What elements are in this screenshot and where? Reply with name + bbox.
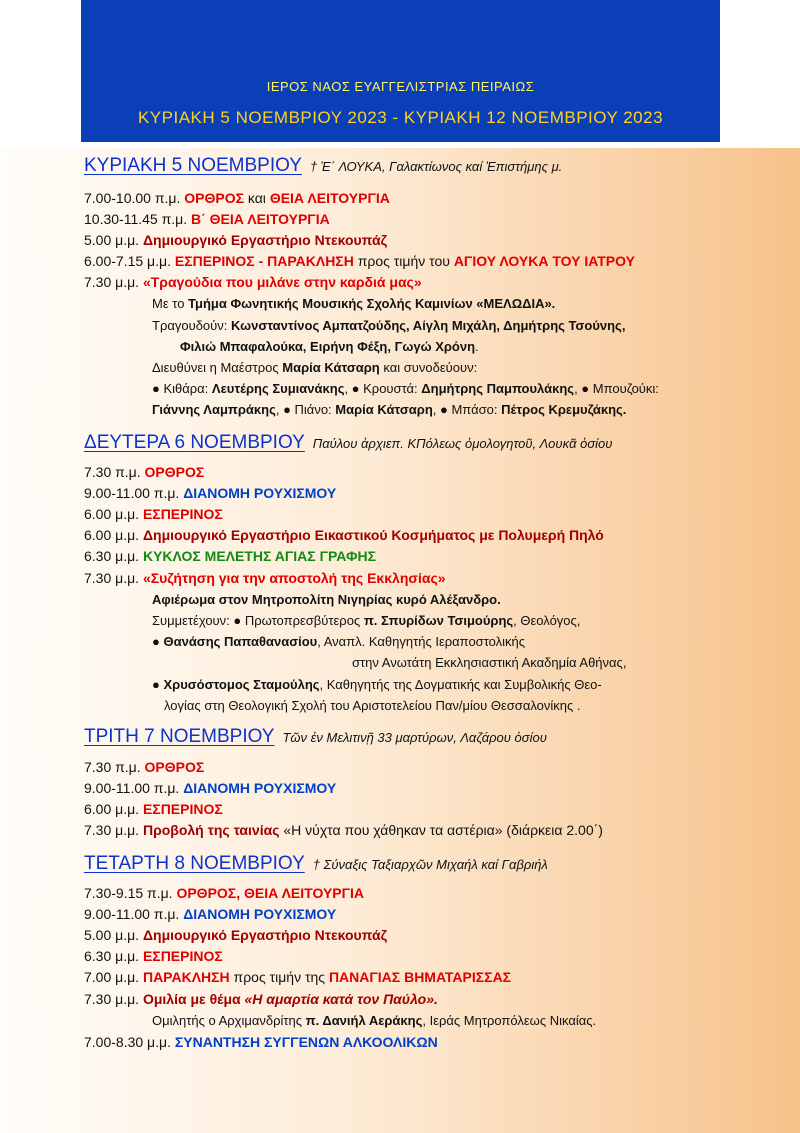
text-segment: π. Δανιήλ Αεράκης [305, 1013, 423, 1028]
text-segment: «Η αμαρτία κατά τον Παύλο». [244, 991, 438, 1007]
schedule-line [84, 821, 603, 839]
detail-line [152, 1012, 596, 1030]
text-segment: ΕΣΠΕΡΙΝΟΣ [142, 801, 223, 817]
text-segment: 6.30 μ.μ. [84, 948, 140, 964]
text-segment: Αφιέρωμα στον Μητροπολίτη Νιγηρίας κυρό Αλέξανδρο. [152, 592, 501, 607]
text-segment: «Τραγούδια που μιλάνε στην καρδιά μας» [142, 274, 422, 290]
text-segment: και [247, 190, 266, 206]
schedule-line [84, 505, 223, 523]
schedule-line [84, 210, 330, 228]
schedule-line [84, 252, 635, 270]
text-segment: ΔΙΑΝΟΜΗ ΡΟΥΧΙΣΜΟΥ [183, 780, 337, 796]
schedule-line [84, 569, 446, 587]
day-saints: Τῶν ἐν Μελιτινῇ 33 μαρτύρων, Λαζάρου ὁσίου [282, 730, 547, 745]
text-segment: «Η νύχτα που χάθηκαν τα αστέρια» (διάρκεια 2.00΄) [283, 822, 603, 838]
text-segment: , Θεολόγος, [513, 613, 581, 628]
schedule-line [84, 273, 422, 291]
schedule-line [84, 231, 387, 249]
text-segment: ΔΙΑΝΟΜΗ ΡΟΥΧΙΣΜΟΥ [183, 485, 337, 501]
text-segment: 6.00 μ.μ. [84, 527, 140, 543]
text-segment: ΟΡΘΡΟΣ [144, 464, 205, 480]
schedule-line [84, 1033, 438, 1051]
text-segment: 9.00-11.00 π.μ. [84, 485, 180, 501]
schedule-line [84, 968, 511, 986]
text-segment: Δημήτρης Παμπουλάκης [421, 381, 575, 396]
detail-line [152, 633, 525, 651]
text-segment: 7.30 μ.μ. [84, 570, 140, 586]
text-segment: 7.30 π.μ. [84, 759, 141, 775]
day-saints: † Σύναξις Ταξιαρχῶν Μιχαήλ καί Γαβριήλ [312, 857, 548, 872]
text-segment: Χρυσόστομος Σταμούλης [163, 677, 320, 692]
text-segment: , ● Κρουστά: [344, 381, 418, 396]
text-segment: 7.00-8.30 μ.μ. [84, 1034, 171, 1050]
text-segment: ● [152, 634, 160, 649]
text-segment: Συμμετέχουν: ● Πρωτοπρεσβύτερος [152, 613, 361, 628]
schedule-line [84, 189, 390, 207]
text-segment: , ● Μπάσο: [432, 402, 498, 417]
text-segment: 5.00 μ.μ. [84, 232, 140, 248]
header-banner [81, 0, 720, 142]
text-segment: ● Κιθάρα: [152, 381, 209, 396]
text-segment: 5.00 μ.μ. [84, 927, 140, 943]
church-name: ΙΕΡΟΣ ΝΑΟΣ ΕΥΑΓΓΕΛΙΣΤΡΙΑΣ ΠΕΙΡΑΙΩΣ [266, 79, 535, 94]
text-segment: Πέτρος Κρεμυζάκης. [501, 402, 627, 417]
schedule-line [84, 947, 223, 965]
text-segment: ΕΣΠΕΡΙΝΟΣ [142, 948, 223, 964]
detail-line: Φιλιώ Μπαφαλούκα, Ειρήνη Φέξη, Γωγώ Χρόνη. [180, 339, 479, 354]
text-segment: ΠΑΡΑΚΛΗΣΗ [142, 969, 230, 985]
text-segment: προς τιμήν της [233, 969, 326, 985]
text-segment: 9.00-11.00 π.μ. [84, 780, 180, 796]
text-segment: 7.00-10.00 π.μ. [84, 190, 181, 206]
detail-line [152, 612, 580, 630]
detail-line [152, 359, 477, 377]
detail-line [352, 654, 626, 672]
text-segment: 6.00 μ.μ. [84, 506, 140, 522]
detail-line [152, 380, 659, 398]
text-segment: 7.00 μ.μ. [84, 969, 140, 985]
text-segment: ΚΥΚΛΟΣ ΜΕΛΕΤΗΣ ΑΓΙΑΣ ΓΡΑΦΗΣ [142, 548, 377, 564]
text-segment: Κωνσταντίνος Αμπατζούδης, Αίγλη Μιχάλη, Δημήτρης Τσούνης, [231, 318, 626, 333]
day-title: ΤΕΤΑΡΤΗ 8 ΝΟΕΜΒΡΙΟΥ [84, 853, 305, 874]
text-segment: λογίας στη Θεολογική Σχολή του Αριστοτελείου Παν/μίου Θεσσαλονίκης . [164, 698, 581, 713]
day-title: ΔΕΥΤΕΡΑ 6 ΝΟΕΜΒΡΙΟΥ [84, 432, 305, 453]
day-saints: Παύλου ἀρχιεπ. ΚΠόλεως ὁμολογητοῦ, Λουκᾶ ὁσίου [312, 436, 613, 451]
schedule-line [84, 800, 223, 818]
detail-line [152, 317, 625, 335]
schedule-line [84, 547, 376, 565]
day-heading-monday [84, 432, 612, 454]
schedule-line [84, 484, 336, 502]
schedule-line [84, 758, 204, 776]
detail-line [152, 401, 626, 419]
text-segment: 7.30-9.15 π.μ. [84, 885, 173, 901]
text-segment: Λευτέρης Συμιανάκης [211, 381, 345, 396]
text-segment: , ● Μπουζούκι: [574, 381, 659, 396]
schedule-line [84, 884, 364, 902]
detail-line [152, 591, 501, 609]
text-segment: ΑΓΙΟΥ ΛΟΥΚΑ ΤΟΥ ΙΑΤΡΟΥ [453, 253, 635, 269]
text-segment: Β΄ ΘΕΙΑ ΛΕΙΤΟΥΡΓΙΑ [190, 211, 330, 227]
schedule-line [84, 463, 204, 481]
day-heading-tuesday [84, 726, 547, 748]
text-segment: 10.30-11.45 π.μ. [84, 211, 188, 227]
text-segment: 6.30 μ.μ. [84, 548, 140, 564]
text-segment: και συνοδεύουν: [383, 360, 478, 375]
text-segment: Με το [152, 296, 185, 311]
day-heading-wednesday [84, 853, 548, 875]
text-segment: ΕΣΠΕΡΙΝΟΣ [142, 506, 223, 522]
text-segment: , Αναπλ. Καθηγητής Ιεραποστολικής [317, 634, 526, 649]
text-segment: ● [152, 677, 160, 692]
detail-line [164, 697, 580, 715]
day-saints: † Ἑ΄ ΛΟΥΚΑ, Γαλακτίωνος καί Ἐπιστήμης μ. [309, 159, 563, 174]
text-segment: ΔΙΑΝΟΜΗ ΡΟΥΧΙΣΜΟΥ [183, 906, 337, 922]
text-segment: ΣΥΝΑΝΤΗΣΗ ΣΥΓΓΕΝΩΝ ΑΛΚΟΟΛΙΚΩΝ [174, 1034, 438, 1050]
text-segment: 7.30 π.μ. [84, 464, 141, 480]
text-segment: Δημιουργικό Εργαστήριο Ντεκουπάζ [142, 927, 388, 943]
text-segment: ΠΑΝΑΓΙΑΣ ΒΗΜΑΤΑΡΙΣΣΑΣ [328, 969, 512, 985]
text-segment: Γιάννης Λαμπράκης [152, 402, 276, 417]
text-segment: , Ιεράς Μητροπόλεως Νικαίας. [422, 1013, 597, 1028]
text-segment: Ομιλητής ο Αρχιμανδρίτης [152, 1013, 303, 1028]
text-segment: Ομιλία με θέμα [142, 991, 241, 1007]
text-segment: ΟΡΘΡΟΣ, ΘΕΙΑ ΛΕΙΤΟΥΡΓΙΑ [176, 885, 365, 901]
text-segment: ΕΣΠΕΡΙΝΟΣ - ΠΑΡΑΚΛΗΣΗ [174, 253, 354, 269]
text-segment: 7.30 μ.μ. [84, 991, 140, 1007]
schedule-line [84, 526, 604, 544]
text-segment: 6.00-7.15 μ.μ. [84, 253, 171, 269]
text-segment: Φιλιώ Μπαφαλούκα, Ειρήνη Φέξη, Γωγώ Χρόνη [180, 339, 476, 354]
detail-line [152, 676, 602, 694]
text-segment: στην Ανωτάτη Εκκλησιαστική Ακαδημία Αθήνας, [352, 655, 627, 670]
text-segment: ΟΡΘΡΟΣ [184, 190, 244, 206]
text-segment: «Συζήτηση για την αποστολή της Εκκλησίας» [142, 570, 446, 586]
detail-line [152, 295, 555, 313]
text-segment: Τραγουδούν: [152, 318, 228, 333]
text-segment: Μαρία Κάτσαρη [335, 402, 433, 417]
text-segment: π. Σπυρίδων Τσιμούρης [363, 613, 514, 628]
text-segment: 9.00-11.00 π.μ. [84, 906, 180, 922]
text-segment: Δημιουργικό Εργαστήριο Ντεκουπάζ [142, 232, 388, 248]
text-segment: ΘΕΙΑ ΛΕΙΤΟΥΡΓΙΑ [269, 190, 390, 206]
schedule-line [84, 779, 336, 797]
schedule-line [84, 926, 387, 944]
schedule-line [84, 905, 336, 923]
text-segment: Προβολή της ταινίας [142, 822, 280, 838]
text-segment: 7.30 μ.μ. [84, 822, 140, 838]
text-segment: , Καθηγητής της Δογματικής και Συμβολικής Θεο- [319, 677, 602, 692]
day-heading-sunday [84, 155, 562, 177]
section-background-footer [0, 1070, 800, 1133]
text-segment: ΟΡΘΡΟΣ [144, 759, 205, 775]
text-segment: 7.30 μ.μ. [84, 274, 140, 290]
text-segment: 6.00 μ.μ. [84, 801, 140, 817]
text-segment: Διευθύνει η Μαέστρος [152, 360, 279, 375]
text-segment: , ● Πιάνο: [275, 402, 332, 417]
date-range: ΚΥΡΙΑΚΗ 5 ΝΟΕΜΒΡΙΟΥ 2023 - ΚΥΡΙΑΚΗ 12 ΝΟΕΜΒΡΙΟΥ 2023 [137, 108, 664, 127]
text-segment: προς τιμήν του [357, 253, 450, 269]
text-segment: Δημιουργικό Εργαστήριο Εικαστικού Κοσμήματος με Πολυμερή Πηλό [142, 527, 604, 543]
day-title: ΤΡΙΤΗ 7 ΝΟΕΜΒΡΙΟΥ [84, 726, 275, 747]
text-segment: Θανάσης Παπαθανασίου [163, 634, 318, 649]
schedule-line [84, 990, 438, 1008]
text-segment: Τμήμα Φωνητικής Μουσικής Σχολής Καμινίων «ΜΕΛΩΔΙΑ». [188, 296, 556, 311]
text-segment: Μαρία Κάτσαρη [282, 360, 380, 375]
day-title: ΚΥΡΙΑΚΗ 5 ΝΟΕΜΒΡΙΟΥ [84, 155, 302, 176]
